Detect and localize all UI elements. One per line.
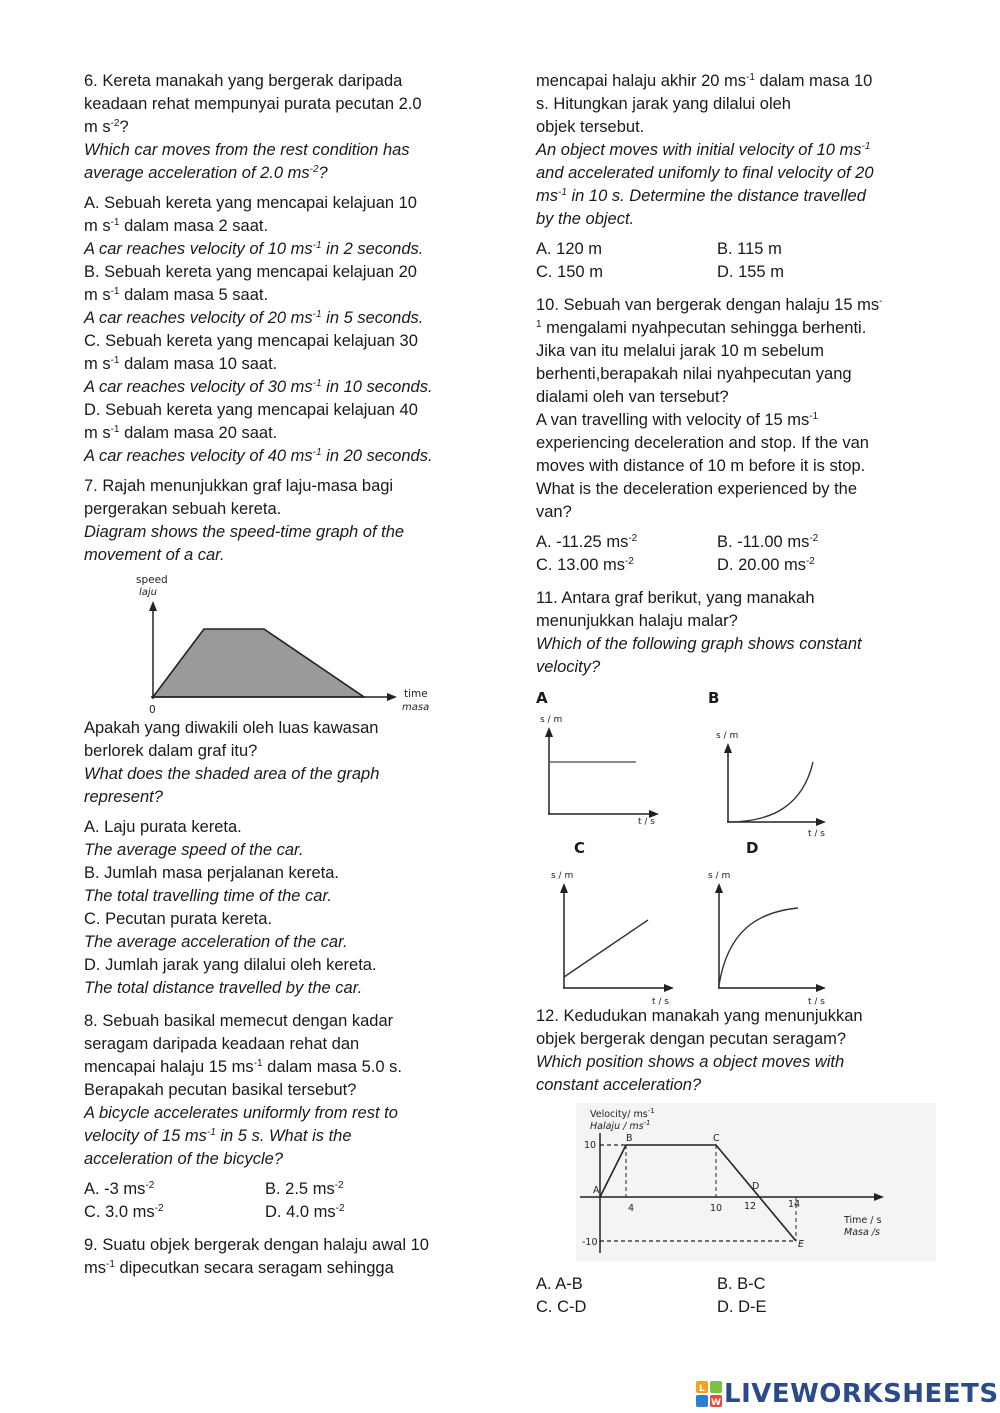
q12-option-d[interactable]: D. D-E <box>717 1298 767 1316</box>
liveworksheets-logo-icon <box>696 1381 722 1407</box>
svg-text:t / s: t / s <box>638 817 655 825</box>
left-column <box>84 70 504 1280</box>
q9-option-b[interactable]: B. 115 m <box>717 240 782 258</box>
vt-tick-4: 4 <box>628 1203 635 1214</box>
q12-option-a[interactable]: A. A-B <box>536 1275 583 1293</box>
q6-text-en-2: average acceleration of 2.0 $ms^{-2}$? <box>84 164 328 182</box>
liveworksheets-logo[interactable] <box>696 1378 999 1410</box>
svg-text:L: L <box>699 1384 705 1394</box>
q7-option-c[interactable]: C. Pecutan purata kereta. The average acceleration of the car. <box>84 910 348 951</box>
q6-text-ms-1: 6. Kereta manakah yang bergerak daripada <box>84 72 403 90</box>
vt-tick-neg10: -10 <box>582 1237 598 1248</box>
x-axis-arrow <box>387 693 397 701</box>
q6-text-ms-2: keadaan rehat mempunyai purata pecutan 2.0 <box>84 95 422 113</box>
question-9-start: 9. Suatu objek bergerak dengan halaju awal 10 $ms^{-1}$ dipecutkan secara seragam sehingga <box>84 1236 429 1277</box>
q6-text-en-1: Which car moves from the rest condition has <box>84 141 410 159</box>
q8-option-b[interactable]: B. 2.5 $ms^{-2}$ <box>265 1180 344 1198</box>
q9-option-c[interactable]: C. 150 m <box>536 263 603 281</box>
q12-option-c[interactable]: C. C-D <box>536 1298 587 1316</box>
question-10: 10. Sebuah van bergerak dengan halaju 15 ms- $^1$ mengalami nyahpecutan sehingga berhenti. Jika van itu melalui jarak 10 m sebelum berhenti,berapakah nilai nyahpecutan yang dialami oleh van tersebut? A van travelling with velocity of 15 $ms^{-1}$ experiencing deceleration and stop. If the van moves with distance of 10 m before it is stop. What is the deceleration experienced by the van? A. -11.25 $ms^{-2}$ B. -11.00 $ms^{-2}$ C. 13.00 $ms^{-2}$ D. 20.00 $ms^{-2}$ <box>536 294 956 577</box>
q11-graph-c[interactable]: C s / m t / s <box>546 837 686 1010</box>
graph-x-label-ms: masa <box>402 702 430 713</box>
q11-graph-a[interactable]: A s / m t / s <box>536 687 666 825</box>
vt-tick-12: 12 <box>744 1201 757 1212</box>
question-9-cont: mencapai halaju akhir 20 $ms^{-1}$ dalam masa 10 s. Hitungkan jarak yang dilalui oleh objek tersebut. An object moves with initial velocity of 10 $ms^{-1}$ and accelerated unifomly to final velocity of 20 $ms^{-1}$ in 10 s. Determine the distance travelled by the object. A. 120 m B. 115 m C. 150 m D. 155 m <box>536 70 956 284</box>
liveworksheets-wordmark: LIVEWORKSHEETS <box>724 1379 999 1409</box>
q10-option-d[interactable]: D. 20.00 $ms^{-2}$ <box>717 556 815 574</box>
q7-option-d[interactable]: D. Jumlah jarak yang dilalui oleh kereta. The total distance travelled by the car. <box>84 956 377 997</box>
question-12: 12. Kedudukan manakah yang menunjukkan objek bergerak dengan pecutan seragam? Which position shows a object moves with constant acceleration? Velocity/ $ms^{-1}$ Halaju / $ms^{-1}$ 10 -10 A B C D E 4 10 12 14 Time / s Masa /s A. A-B B. B-C C. C-D D. D-E <box>536 1005 956 1319</box>
q11-graph-d[interactable]: D s / m t / s <box>708 839 825 1007</box>
vt-point-c: C <box>713 1133 720 1144</box>
vt-point-e: E <box>798 1239 805 1250</box>
q7-option-b[interactable]: B. Jumlah masa perjalanan kereta. The total travelling time of the car. <box>84 864 339 905</box>
q7-option-a[interactable]: A. Laju purata kereta. The average speed of the car. <box>84 818 304 859</box>
svg-text:s / m: s / m <box>551 871 574 881</box>
q6-text-ms-3: m $s^{-2}$? <box>84 118 129 136</box>
vt-point-b: B <box>626 1133 633 1144</box>
svg-text:s / m: s / m <box>716 731 739 741</box>
y-axis-arrow <box>149 601 157 611</box>
q8-option-d[interactable]: D. 4.0 $ms^{-2}$ <box>265 1203 345 1221</box>
right-column <box>536 70 956 1319</box>
q10-options <box>536 531 956 577</box>
q9-option-d[interactable]: D. 155 m <box>717 263 784 281</box>
vt-x-label-ms: Masa /s <box>844 1227 880 1238</box>
vt-tick-10s: 10 <box>710 1203 723 1214</box>
graph-y-label-en: speed <box>136 574 168 586</box>
svg-text:t / s: t / s <box>808 997 825 1007</box>
question-8: 8. Sebuah basikal memecut dengan kadar seragam daripada keadaan rehat dan mencapai halaju 15 $ms^{-1}$ dalam masa 5.0 s. Berapakah pecutan basikal tersebut? A bicycle accelerates uniformly from rest to velocity of 15 $ms^{-1}$ in 5 s. What is the acceleration of the bicycle? A. -3 $ms^{-2}$ B. 2.5 $ms^{-2}$ C. 3.0 $ms^{-2}$ D. 4.0 $ms^{-2}$ <box>84 1010 504 1224</box>
q6-option-b[interactable]: B. Sebuah kereta yang mencapai kelajuan 20 m $s^{-1}$ dalam masa 5 saat. A car reaches velocity of 20 $ms^{-1}$ in 5 seconds. <box>84 263 424 327</box>
vt-y-label-en: Velocity/ $ms^{-1}$ <box>590 1107 655 1120</box>
vt-line <box>600 1145 796 1241</box>
q12-options <box>536 1273 956 1319</box>
graph-y-label-ms: laju <box>139 587 158 598</box>
graph-c-line <box>564 920 648 977</box>
q6-option-d[interactable]: D. Sebuah kereta yang mencapai kelajuan 40 m $s^{-1}$ dalam masa 20 saat. A car reaches velocity of 40 $ms^{-1}$ in 20 seconds. <box>84 401 433 465</box>
svg-text:W: W <box>711 1398 721 1407</box>
graph-origin-label: 0 <box>149 704 156 716</box>
q11-graph-b[interactable]: B s / m t / s <box>708 689 825 839</box>
vt-point-d: D <box>752 1181 760 1192</box>
svg-text:t / s: t / s <box>808 829 825 839</box>
question-7: 7. Rajah menunjukkan graf laju-masa bagi pergerakan sebuah kereta. Diagram shows the speed-time graph of the movement of a car. speed laju 0 time masa Apakah yang diwakili oleh luas kawasan berlorek dalam graf itu? What does the shaded area of the graph represent? A. Laju purata kereta. The average speed of the car. B. Jumlah masa perjalanan kereta. The total travelling time of the car. C. Pecutan purata kereta. The average acceleration of the car. D. Jumlah jarak yang dilalui oleh kereta. The total distance travelled by the car. <box>84 475 504 1000</box>
vt-x-label-en: Time / s <box>844 1215 882 1226</box>
q10-option-b[interactable]: B. -11.00 $ms^{-2}$ <box>717 533 819 551</box>
vt-y-label-ms: Halaju / $ms^{-1}$ <box>590 1119 651 1132</box>
q12-option-b[interactable]: B. B-C <box>717 1275 766 1293</box>
q10-option-a[interactable]: A. -11.25 $ms^{-2}$ <box>536 533 638 551</box>
question-11: 11. Antara graf berikut, yang manakah menunjukkan halaju malar? Which of the following graph shows constant velocity? A s / m t / s B s / m t / s C s / m t / s D s / m t / s <box>536 587 956 999</box>
q9-options <box>536 238 956 284</box>
svg-text:t / s: t / s <box>652 997 669 1007</box>
q8-options <box>84 1178 504 1224</box>
graph-b-curve <box>728 762 813 822</box>
vt-tick-10: 10 <box>584 1140 597 1151</box>
graph-d-curve <box>719 908 798 985</box>
svg-text:s / m: s / m <box>708 871 731 881</box>
speed-time-graph <box>84 567 504 717</box>
q11-graphs <box>536 679 956 1007</box>
vt-tick-14: 14 <box>788 1199 801 1210</box>
vt-point-a: A <box>593 1185 600 1196</box>
q8-option-a[interactable]: A. -3 $ms^{-2}$ <box>84 1180 155 1198</box>
shaded-area <box>153 629 364 697</box>
graph-x-label-en: time <box>404 688 428 700</box>
q10-option-c[interactable]: C. 13.00 $ms^{-2}$ <box>536 556 634 574</box>
q6-option-c[interactable]: C. Sebuah kereta yang mencapai kelajuan 30 m $s^{-1}$ dalam masa 10 saat. A car reaches velocity of 30 $ms^{-1}$ in 10 seconds. <box>84 332 433 396</box>
velocity-time-graph <box>576 1103 936 1261</box>
q6-option-a[interactable]: A. Sebuah kereta yang mencapai kelajuan 10 m $s^{-1}$ dalam masa 2 saat. A car reaches velocity of 10 $ms^{-1}$ in 2 seconds. <box>84 194 424 258</box>
q9-option-a[interactable]: A. 120 m <box>536 240 603 258</box>
question-6 <box>84 70 504 468</box>
svg-text:s / m: s / m <box>540 715 563 725</box>
q8-option-c[interactable]: C. 3.0 $ms^{-2}$ <box>84 1203 164 1221</box>
